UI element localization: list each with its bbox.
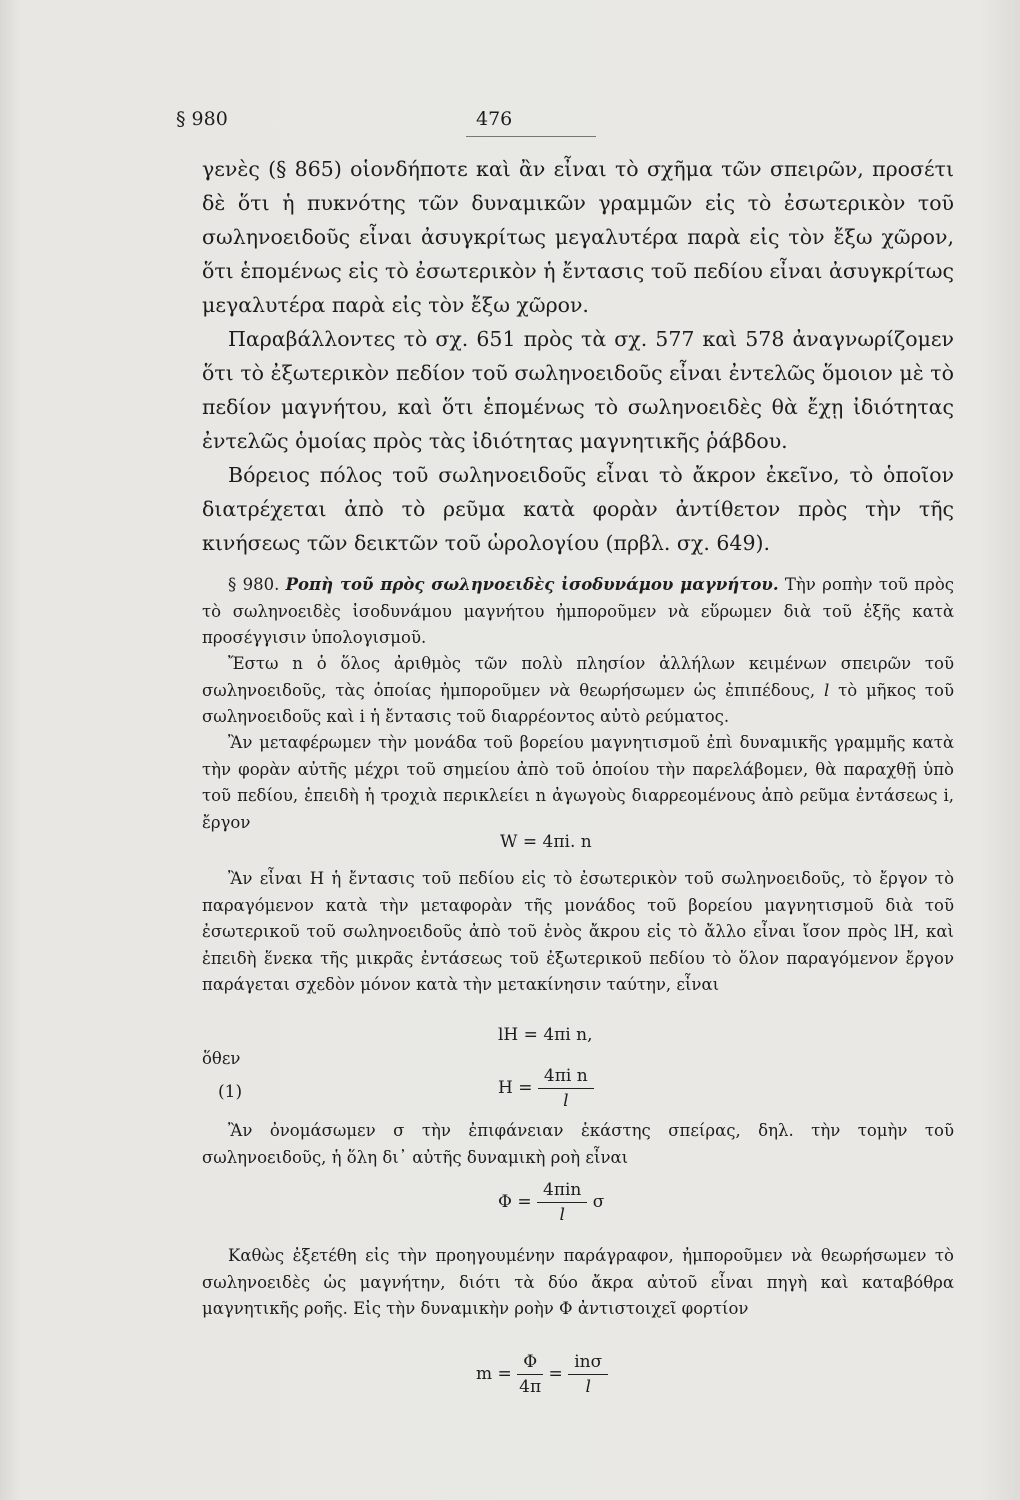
paragraph-5-text-b: τὸ μῆκος τοῦ σωληνοειδοῦς καὶ i ἡ ἔντασις τοῦ διαρρέοντος αὐτὸ ρεύματος. xyxy=(202,680,954,726)
equation-3-fraction-2 xyxy=(568,1352,608,1397)
equation-3-lhs: m = xyxy=(476,1364,512,1384)
equation-1-fraction xyxy=(538,1066,594,1111)
page-number: 476 xyxy=(476,108,513,130)
equation-3-equals: = xyxy=(548,1364,563,1384)
section-number: § 980. xyxy=(228,575,280,594)
equation-3 xyxy=(476,1352,608,1397)
equation-2-denominator: l xyxy=(559,1205,565,1225)
paragraph-6: Ἂν μεταφέρωμεν τὴν μονάδα τοῦ βορείου μαγνητισμοῦ ἐπὶ δυναμικῆς γραμμῆς κατὰ τὴν φορὰν αὐτῆς μέχρι τοῦ σημείου ἀπὸ τοῦ ὁποίου τὴν παρελάβομεν, θὰ παραχθῇ ὑπὸ τοῦ πεδίου, ἐπειδὴ ἡ τροχιὰ περικλείει n ἀγωγοὺς διαρρεομένους ἀπὸ ρεῦμα ἐντάσεως i, ἔργον xyxy=(202,733,954,832)
equation-1-label: (1) xyxy=(218,1082,243,1102)
paragraph-3: Βόρειος πόλος τοῦ σωληνοειδοῦς εἶναι τὸ ἄκρον ἐκεῖνο, τὸ ὁποῖον διατρέχεται ἀπὸ τὸ ρεῦμα κατὰ φορὰν ἀντίθετον πρὸς τὴν τῆς κινήσεως τῶν δεικτῶν τοῦ ὡρολογίου (πρβλ. σχ. 649). xyxy=(202,463,954,555)
section-title: Ροπὴ τοῦ πρὸς σωληνοειδὲς ἰσοδυνάμου μαγνήτου. xyxy=(285,575,779,594)
section-marker: § 980 xyxy=(176,108,228,130)
equation-1-lhs: H = xyxy=(498,1078,533,1098)
equation-2-fraction xyxy=(537,1180,587,1225)
symbol-l: l xyxy=(823,680,830,700)
header-rule xyxy=(466,136,596,137)
paragraph-1: γενὲς (§ 865) οἱονδήποτε καὶ ἂν εἶναι τὸ σχῆμα τῶν σπειρῶν, προσέτι δὲ ὅτι ἡ πυκνότης τῶν δυναμικῶν γραμμῶν εἰς τὸ ἐσωτερικὸν τοῦ σωληνοειδοῦς εἶναι ἀσυγκρίτως μεγαλυτέρα παρὰ εἰς τὸν ἔξω χῶρον, ὅτι ἑπομένως εἰς τὸ ἐσωτερικὸν ἡ ἔντασις τοῦ πεδίου εἶναι ἀσυγκρίτως μεγαλυτέρα παρὰ εἰς τὸν ἔξω χῶρον. xyxy=(202,157,954,317)
section-intro: Τὴν ροπὴν τοῦ πρὸς τὸ σωληνοειδὲς ἰσοδυνάμου μαγνήτου ἠμποροῦμεν νὰ εὕρωμεν διὰ τοῦ ἑξῆς κατὰ προσέγγισιν ὑπολογισμοῦ. xyxy=(202,575,954,647)
equation-1 xyxy=(498,1066,594,1111)
paragraph-5-text-a: Ἔστω n ὁ ὅλος ἀριθμὸς τῶν πολὺ πλησίον ἀλλήλων κειμένων σπειρῶν τοῦ σωληνοειδοῦς, τὰς ὁποίας ἠμποροῦμεν νὰ θεωρήσωμεν ὡς ἐπιπέδους, xyxy=(202,654,954,700)
paragraph-7: Ἂν εἶναι H ἡ ἔντασις τοῦ πεδίου εἰς τὸ ἐσωτερικὸν τοῦ σωληνοειδοῦς, τὸ ἔργον τὸ παραγόμενον κατὰ τὴν μεταφορὰν τῆς μονάδος τοῦ βορείου μαγνητισμοῦ διὰ τοῦ ἐσωτερικοῦ τοῦ σωληνοειδοῦς ἀπὸ τοῦ ἑνὸς ἄκρου εἰς τὸ ἄλλο εἶναι ἴσον πρὸς lH, καὶ ἐπειδὴ ἕνεκα τῆς μικρᾶς ἐντάσεως τοῦ ἐξωτερικοῦ πεδίου τὸ ὅλον παραγόμενον ἔργον παράγεται σχεδὸν μόνον κατὰ τὴν μετακίνησιν ταύτην, εἶναι xyxy=(202,869,954,994)
equation-1-numerator: 4πi n xyxy=(538,1066,594,1089)
equation-3-fraction-1 xyxy=(517,1352,543,1397)
equation-w: W = 4πi. n xyxy=(500,832,592,852)
section-980-paragraph xyxy=(202,572,954,652)
equation-3-denominator-2: l xyxy=(585,1377,591,1397)
paragraph-5 xyxy=(202,651,954,731)
equation-lh: lH = 4πi n, xyxy=(498,1025,593,1045)
equation-2-rhs: σ xyxy=(592,1192,605,1212)
equation-2-lhs: Φ = xyxy=(498,1192,532,1212)
equation-2-numerator: 4πin xyxy=(537,1180,587,1203)
equation-3-denominator-1: 4π xyxy=(519,1377,542,1397)
paragraph-2: Παραβάλλοντες τὸ σχ. 651 πρὸς τὰ σχ. 577 καὶ 578 ἀναγνωρίζομεν ὅτι τὸ ἐξωτερικὸν πεδίον τοῦ σωληνοειδοῦς εἶναι ἐντελῶς ὅμοιον μὲ τὸ πεδίον μαγνήτου, καὶ ὅτι ἑπομένως τὸ σωληνοειδὲς θὰ ἔχῃ ἰδιότητας ἐντελῶς ὁμοίας πρὸς τὰς ἰδιότητας μαγνητικῆς ῥάβδου. xyxy=(202,327,954,453)
equation-2 xyxy=(498,1180,604,1225)
hothen-word: ὅθεν xyxy=(202,1049,241,1068)
equation-3-numerator-2: inσ xyxy=(568,1352,608,1375)
page-header xyxy=(176,108,956,138)
equation-1-denominator: l xyxy=(563,1091,569,1111)
paragraph-8: Ἂν ὀνομάσωμεν σ τὴν ἐπιφάνειαν ἑκάστης σπείρας, δηλ. τὴν τομὴν τοῦ σωληνοειδοῦς, ἡ ὅλη δι᾽ αὐτῆς δυναμικὴ ροὴ εἶναι xyxy=(202,1121,954,1167)
equation-3-numerator-1: Φ xyxy=(517,1352,543,1375)
paragraph-9: Καθὼς ἐξετέθη εἰς τὴν προηγουμένην παράγραφον, ἠμποροῦμεν νὰ θεωρήσωμεν τὸ σωληνοειδὲς ὡς μαγνήτην, διότι τὰ δύο ἄκρα αὐτοῦ εἶναι πηγὴ καὶ καταβόθρα μαγνητικῆς ροῆς. Εἰς τὴν δυναμικὴν ροὴν Φ ἀντιστοιχεῖ φορτίον xyxy=(202,1246,954,1318)
